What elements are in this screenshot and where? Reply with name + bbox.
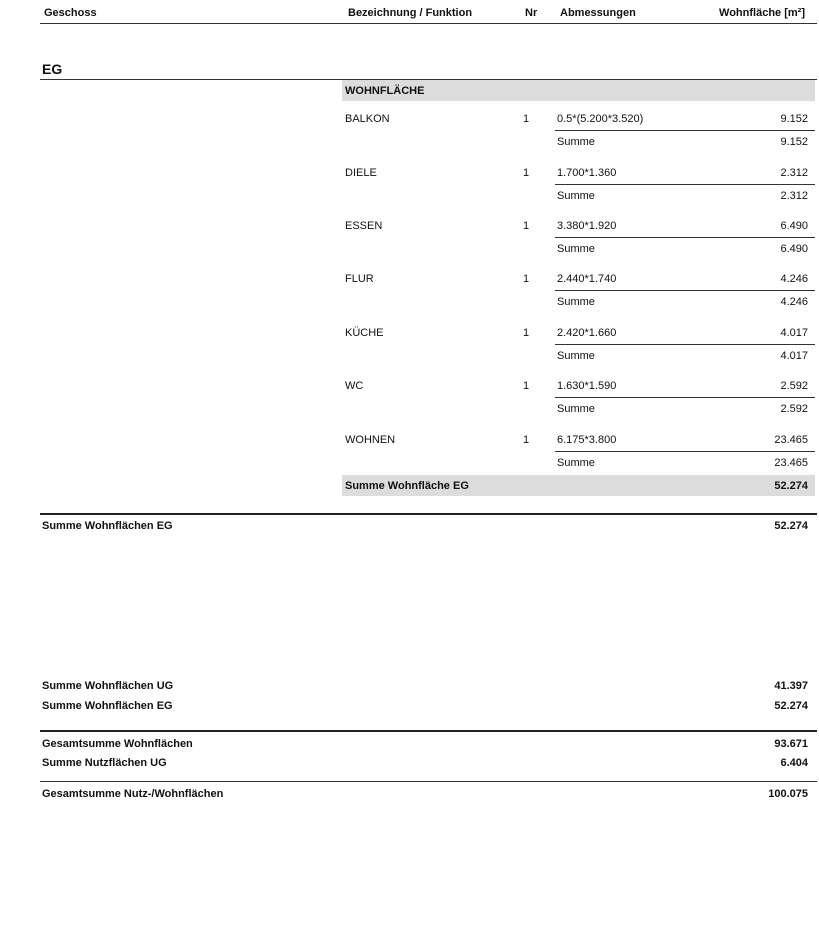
room-sum-label: Summe: [557, 296, 595, 308]
room-dimensions: 2.420*1.660: [557, 327, 617, 339]
summary-gesamt-wohn-value: 93.671: [774, 738, 808, 750]
room-nr: 1: [523, 113, 530, 125]
summary-eg-wohn-value: 52.274: [774, 700, 808, 712]
summary-gesamt-wohn-label: Gesamtsumme Wohnflächen: [42, 738, 193, 750]
room-area: 4.017: [780, 327, 808, 339]
room-sum-divider: [555, 451, 815, 452]
room-sum-divider: [555, 344, 815, 345]
room-name: DIELE: [345, 167, 377, 179]
header-bezeichnung: Bezeichnung / Funktion: [348, 7, 473, 19]
room-name: FLUR: [345, 273, 374, 285]
room-row: [0, 113, 819, 166]
room-area: 2.312: [780, 167, 808, 179]
floor-total-value: 52.274: [774, 520, 808, 532]
grand-total-value: 100.075: [768, 788, 808, 800]
room-sum-label: Summe: [557, 457, 595, 469]
room-sum-divider: [555, 130, 815, 131]
header-divider: [40, 23, 817, 24]
summary-ug-nutz-value: 6.404: [780, 757, 808, 769]
room-name: WC: [345, 380, 364, 392]
room-dimensions: 2.440*1.740: [557, 273, 617, 285]
header-abmessungen: Abmessungen: [560, 7, 636, 19]
room-area: 2.592: [780, 380, 808, 392]
room-name: ESSEN: [345, 220, 383, 232]
room-sum-divider: [555, 184, 815, 185]
room-area: 9.152: [780, 113, 808, 125]
floor-title: EG: [42, 61, 63, 77]
room-sum-label: Summe: [557, 350, 595, 362]
room-sum-divider: [555, 397, 815, 398]
category-total-label: Summe Wohnfläche EG: [345, 480, 469, 492]
room-nr: 1: [523, 167, 530, 179]
room-sum-label: Summe: [557, 243, 595, 255]
room-area: 23.465: [774, 434, 808, 446]
room-name: WOHNEN: [345, 434, 396, 446]
room-dimensions: 1.630*1.590: [557, 380, 617, 392]
category-header: [342, 80, 815, 101]
floor-total-divider: [40, 513, 817, 515]
category-total-value: 52.274: [774, 480, 808, 492]
room-dimensions: 6.175*3.800: [557, 434, 617, 446]
room-sum-value: 9.152: [780, 136, 808, 148]
room-sum-label: Summe: [557, 190, 595, 202]
summary-ug-wohn-label: Summe Wohnflächen UG: [42, 680, 174, 692]
room-dimensions: 0.5*(5.200*3.520): [557, 113, 644, 125]
room-sum-value: 6.490: [780, 243, 808, 255]
room-nr: 1: [523, 220, 530, 232]
room-area: 6.490: [780, 220, 808, 232]
summary-ug-nutz-label: Summe Nutzflächen UG: [42, 757, 167, 769]
room-sum-label: Summe: [557, 403, 595, 415]
room-name: KÜCHE: [345, 327, 384, 339]
header-nr: Nr: [525, 7, 538, 19]
room-nr: 1: [523, 380, 530, 392]
room-row: [0, 327, 819, 380]
room-row: [0, 273, 819, 326]
room-dimensions: 3.380*1.920: [557, 220, 617, 232]
room-area: 4.246: [780, 273, 808, 285]
room-sum-value: 4.017: [780, 350, 808, 362]
room-nr: 1: [523, 327, 530, 339]
room-nr: 1: [523, 273, 530, 285]
room-sum-value: 2.592: [780, 403, 808, 415]
summary-ug-wohn-value: 41.397: [774, 680, 808, 692]
room-sum-value: 4.246: [780, 296, 808, 308]
grand-total-divider: [40, 781, 817, 782]
room-sum-value: 23.465: [774, 457, 808, 469]
room-dimensions: 1.700*1.360: [557, 167, 617, 179]
header-geschoss: Geschoss: [44, 7, 97, 19]
room-sum-value: 2.312: [780, 190, 808, 202]
room-row: [0, 167, 819, 220]
room-row: [0, 220, 819, 273]
room-sum-label: Summe: [557, 136, 595, 148]
summary-eg-wohn-label: Summe Wohnflächen EG: [42, 700, 173, 712]
room-sum-divider: [555, 237, 815, 238]
room-row: [0, 380, 819, 433]
summary-divider: [40, 730, 817, 732]
floor-total-label: Summe Wohnflächen EG: [42, 520, 173, 532]
header-wohnflaeche: Wohnfläche [m²]: [719, 7, 805, 19]
grand-total-label: Gesamtsumme Nutz-/Wohnflächen: [42, 788, 224, 800]
room-name: BALKON: [345, 113, 390, 125]
room-nr: 1: [523, 434, 530, 446]
category-total-bar: [342, 475, 815, 496]
room-sum-divider: [555, 290, 815, 291]
category-label: WOHNFLÄCHE: [345, 85, 425, 97]
